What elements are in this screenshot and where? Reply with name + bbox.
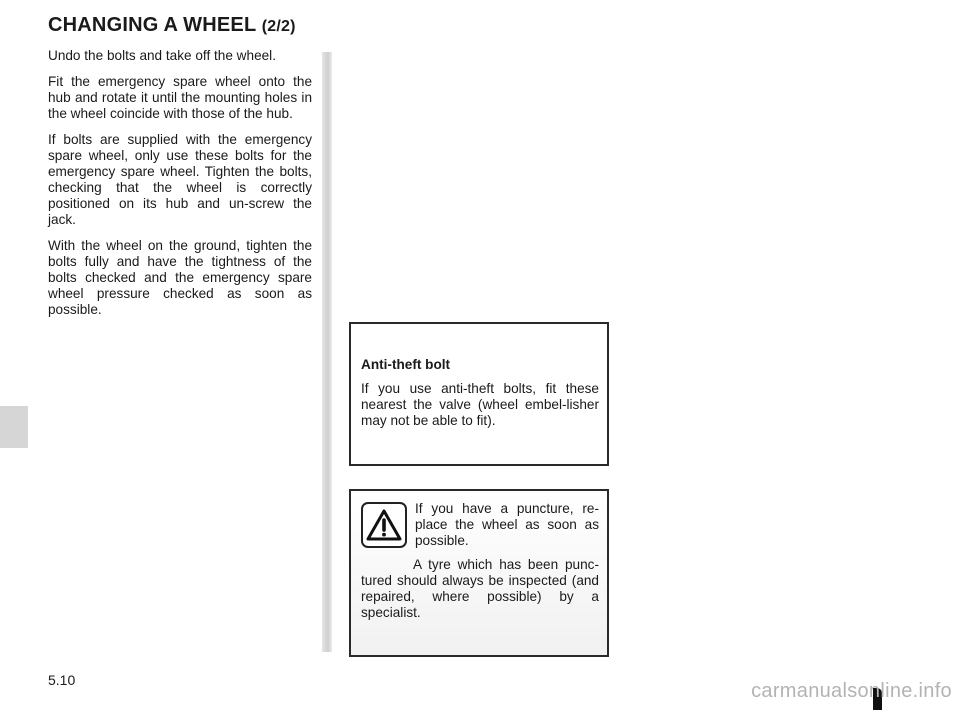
puncture-warning-box xyxy=(349,489,609,657)
paragraph-tighten: With the wheel on the ground, tighten the bolts fully and have the tightness of the bolts checked and the emergency spare wheel pressure checked as soon as possible. xyxy=(48,238,312,317)
page-title-text: CHANGING A WHEEL xyxy=(48,14,257,36)
page-title xyxy=(48,14,296,37)
left-column xyxy=(48,48,312,328)
anti-theft-bolt-heading: Anti-theft bolt xyxy=(361,357,451,372)
puncture-inspection-text: A tyre which has been punc-tured should always be inspected (and repaired, where possible) by a specialist. xyxy=(361,557,599,620)
anti-theft-bolt-box xyxy=(349,322,609,466)
chapter-tab xyxy=(0,406,28,448)
paragraph-fit-spare: Fit the emergency spare wheel onto the hub and rotate it until the mounting holes in the wheel coincide with those of the hub. xyxy=(48,74,312,121)
page-number: 5.10 xyxy=(48,672,76,688)
watermark: carmanualsonline.info xyxy=(751,680,952,702)
anti-theft-bolt-text: If you use anti-theft bolts, fit these nearest the valve (wheel embel-lisher may not be able to fit). xyxy=(361,381,599,428)
puncture-warning-text: If you have a puncture, re-place the wheel as soon as possible. xyxy=(415,501,599,548)
paragraph-bolts: If bolts are supplied with the emergency spare wheel, only use these bolts for the emergency spare wheel. Tighten the bolts, checking that the wheel is correctly positioned on its hub and un-screw the jack. xyxy=(48,132,312,227)
warning-triangle-icon xyxy=(361,502,407,548)
page-title-part: (2/2) xyxy=(261,18,296,35)
paragraph-remove-wheel: Undo the bolts and take off the wheel. xyxy=(48,48,276,63)
column-divider xyxy=(322,52,332,652)
